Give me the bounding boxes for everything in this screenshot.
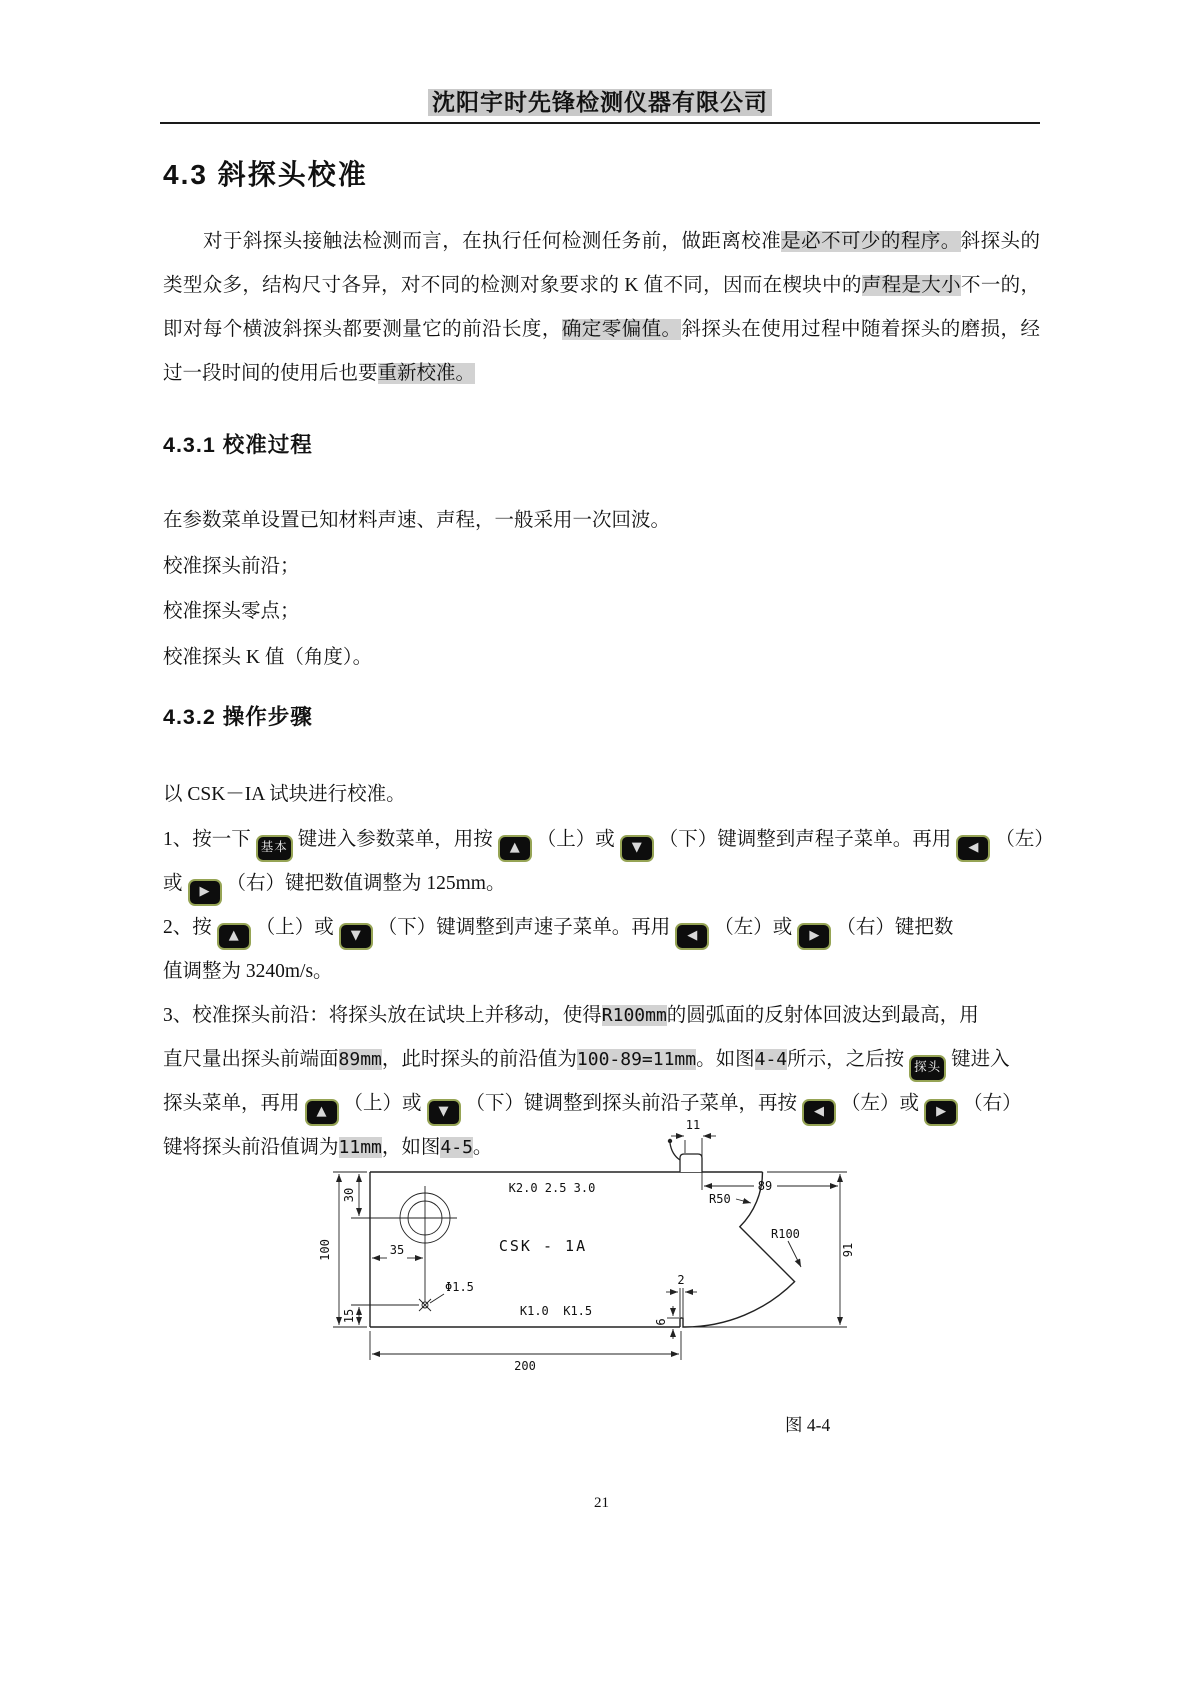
subsection-431-heading: 4.3.1 校准过程 <box>163 433 313 457</box>
down-arrow-key-icon[interactable]: ▼ <box>427 1099 461 1126</box>
text-run: ，此时探头的前沿值为 <box>381 1048 577 1070</box>
step-line-3-1 <box>163 994 1040 1038</box>
dim-label-6: 6 <box>654 1317 668 1326</box>
section-title: 4.3 斜探头校准 <box>163 159 368 190</box>
text-run: 键进入 <box>951 1048 1010 1070</box>
dim-label-91: 91 <box>841 1242 855 1257</box>
text-run: （右）键把数值调整为 125mm。 <box>226 872 506 894</box>
text-run: 3、校准探头前沿：将探头放在试块上并移动，使得 <box>163 1004 602 1026</box>
step-line-1-1 <box>163 818 1054 862</box>
highlighted-value: 4-5 <box>440 1136 473 1158</box>
left-arrow-key-icon[interactable]: ◀ <box>802 1099 836 1126</box>
text-run: 不一的，即对每个横波斜探头都要测量它的前沿长度， <box>163 275 1040 340</box>
up-arrow-key-icon[interactable]: ▲ <box>498 835 532 862</box>
page-number: 21 <box>594 1494 609 1511</box>
step-line-2-2 <box>163 950 1040 994</box>
company-name: 沈阳宇时先锋检测仪器有限公司 <box>428 89 772 116</box>
probe-key-button[interactable]: 探头 <box>909 1055 946 1082</box>
text-run: （左） <box>995 828 1054 850</box>
text-run: 所示，之后按 <box>787 1048 905 1070</box>
text-run: （右） <box>963 1092 1022 1114</box>
steps-intro: 以 CSK－IA 试块进行校准。 <box>163 784 406 805</box>
dim-label-35: 35 <box>389 1242 405 1257</box>
left-arrow-key-icon[interactable]: ◀ <box>675 923 709 950</box>
step-line-2-1 <box>163 906 1040 950</box>
text-run: （下）键调整到声程子菜单。再用 <box>658 828 952 850</box>
text-run: 斜探头在使用过程中随着探头的磨损，经过一段时间的使用后也要 <box>163 319 1040 384</box>
text-run: （上）或 <box>255 916 334 938</box>
right-arrow-key-icon[interactable]: ▶ <box>924 1099 958 1126</box>
step-line-1-2 <box>163 862 1040 906</box>
highlighted-text-run: 确定零偏值。 <box>561 319 682 340</box>
csk-1a-block-diagram <box>275 1112 865 1382</box>
text-run: 的圆弧面的反射体回波达到最高，用 <box>666 1004 979 1026</box>
text-run: ，如图 <box>381 1136 441 1158</box>
up-arrow-key-icon[interactable]: ▲ <box>305 1099 339 1126</box>
left-arrow-key-icon[interactable]: ◀ <box>956 835 990 862</box>
text-run: （下）键调整到声速子菜单。再用 <box>377 916 671 938</box>
text-run: 对于斜探头接触法检测而言，在执行任何检测任务前，做距离校准 <box>202 231 782 252</box>
text-run: （上）或 <box>343 1092 422 1114</box>
label-r50: R50 <box>709 1191 731 1206</box>
subsection-432-heading: 4.3.2 操作步骤 <box>163 705 313 729</box>
text-run: 1、按一下 <box>163 828 251 850</box>
dim-label-11: 11 <box>685 1117 701 1132</box>
text-run: 或 <box>163 872 183 894</box>
basic-key-button[interactable]: 基本 <box>256 835 293 862</box>
text-run: 键进入参数菜单，用按 <box>297 828 493 850</box>
text-run: 键将探头前沿值调为 <box>163 1136 339 1158</box>
label-r100: R100 <box>771 1226 800 1241</box>
calibration-process-list <box>163 498 1040 680</box>
figure-caption: 图 4-4 <box>785 1414 831 1435</box>
text-run: （上）或 <box>536 828 615 850</box>
text-run: 值调整为 3240m/s。 <box>163 960 333 982</box>
dim-label-200: 200 <box>514 1358 536 1373</box>
dim-label-15: 15 <box>342 1308 356 1323</box>
text-run: （下）键调整到探头前沿子菜单，再按 <box>465 1092 798 1114</box>
dim-label-89: 89 <box>757 1178 773 1193</box>
step-line-3-2 <box>163 1038 1040 1082</box>
label-k-bottom: K1.0 K1.5 <box>519 1303 593 1318</box>
highlighted-value: 4-4 <box>754 1048 788 1070</box>
text-run: （左）或 <box>714 916 793 938</box>
text-run: 探头菜单，再用 <box>163 1092 300 1114</box>
highlighted-value: 100-89=11mm <box>576 1048 697 1070</box>
down-arrow-key-icon[interactable]: ▼ <box>620 835 654 862</box>
label-hole-diameter: Φ1.5 <box>445 1279 474 1294</box>
list-item: 校准探头 K 值（角度）。 <box>163 646 373 668</box>
highlighted-value: 89mm <box>338 1048 382 1070</box>
text-run: 。 <box>472 1136 493 1158</box>
text-run: 斜探头的类型众多，结构尺寸各异，对不同的检测对象要求的 K 值不同，因而在楔块中的 <box>163 231 1040 296</box>
label-k-top: K2.0 2.5 3.0 <box>508 1180 596 1195</box>
page-header <box>160 0 1040 124</box>
highlighted-value: 11mm <box>338 1136 382 1158</box>
intro-paragraph <box>163 220 1040 396</box>
right-arrow-key-icon[interactable]: ▶ <box>188 879 222 906</box>
up-arrow-key-icon[interactable]: ▲ <box>217 923 251 950</box>
highlighted-value: R100mm <box>601 1004 667 1026</box>
dim-label-2: 2 <box>677 1272 685 1287</box>
dim-label-30: 30 <box>342 1187 356 1202</box>
text-run: 2、按 <box>163 916 212 938</box>
list-item: 在参数菜单设置已知材料声速、声程，一般采用一次回波。 <box>163 510 671 531</box>
right-arrow-key-icon[interactable]: ▶ <box>797 923 831 950</box>
dim-label-100: 100 <box>318 1238 332 1261</box>
text-run: 。如图 <box>696 1048 755 1070</box>
list-item: 校准探头前沿； <box>163 555 300 577</box>
page-content <box>163 158 1054 1513</box>
highlighted-text-run: 重新校准。 <box>377 363 476 384</box>
text-run: （右）键把数 <box>836 916 954 938</box>
highlighted-text-run: 声程是大小 <box>861 275 961 296</box>
hole-label-leader <box>430 1294 444 1303</box>
text-run: 直尺量出探头前端面 <box>163 1048 339 1070</box>
down-arrow-key-icon[interactable]: ▼ <box>339 923 373 950</box>
figure-4-4 <box>275 1112 875 1387</box>
highlighted-text-run: 是必不可少的程序。 <box>781 231 961 252</box>
list-item: 校准探头零点； <box>163 601 300 622</box>
label-block-name: CSK - 1A <box>498 1236 588 1255</box>
text-run: （左）或 <box>841 1092 920 1114</box>
